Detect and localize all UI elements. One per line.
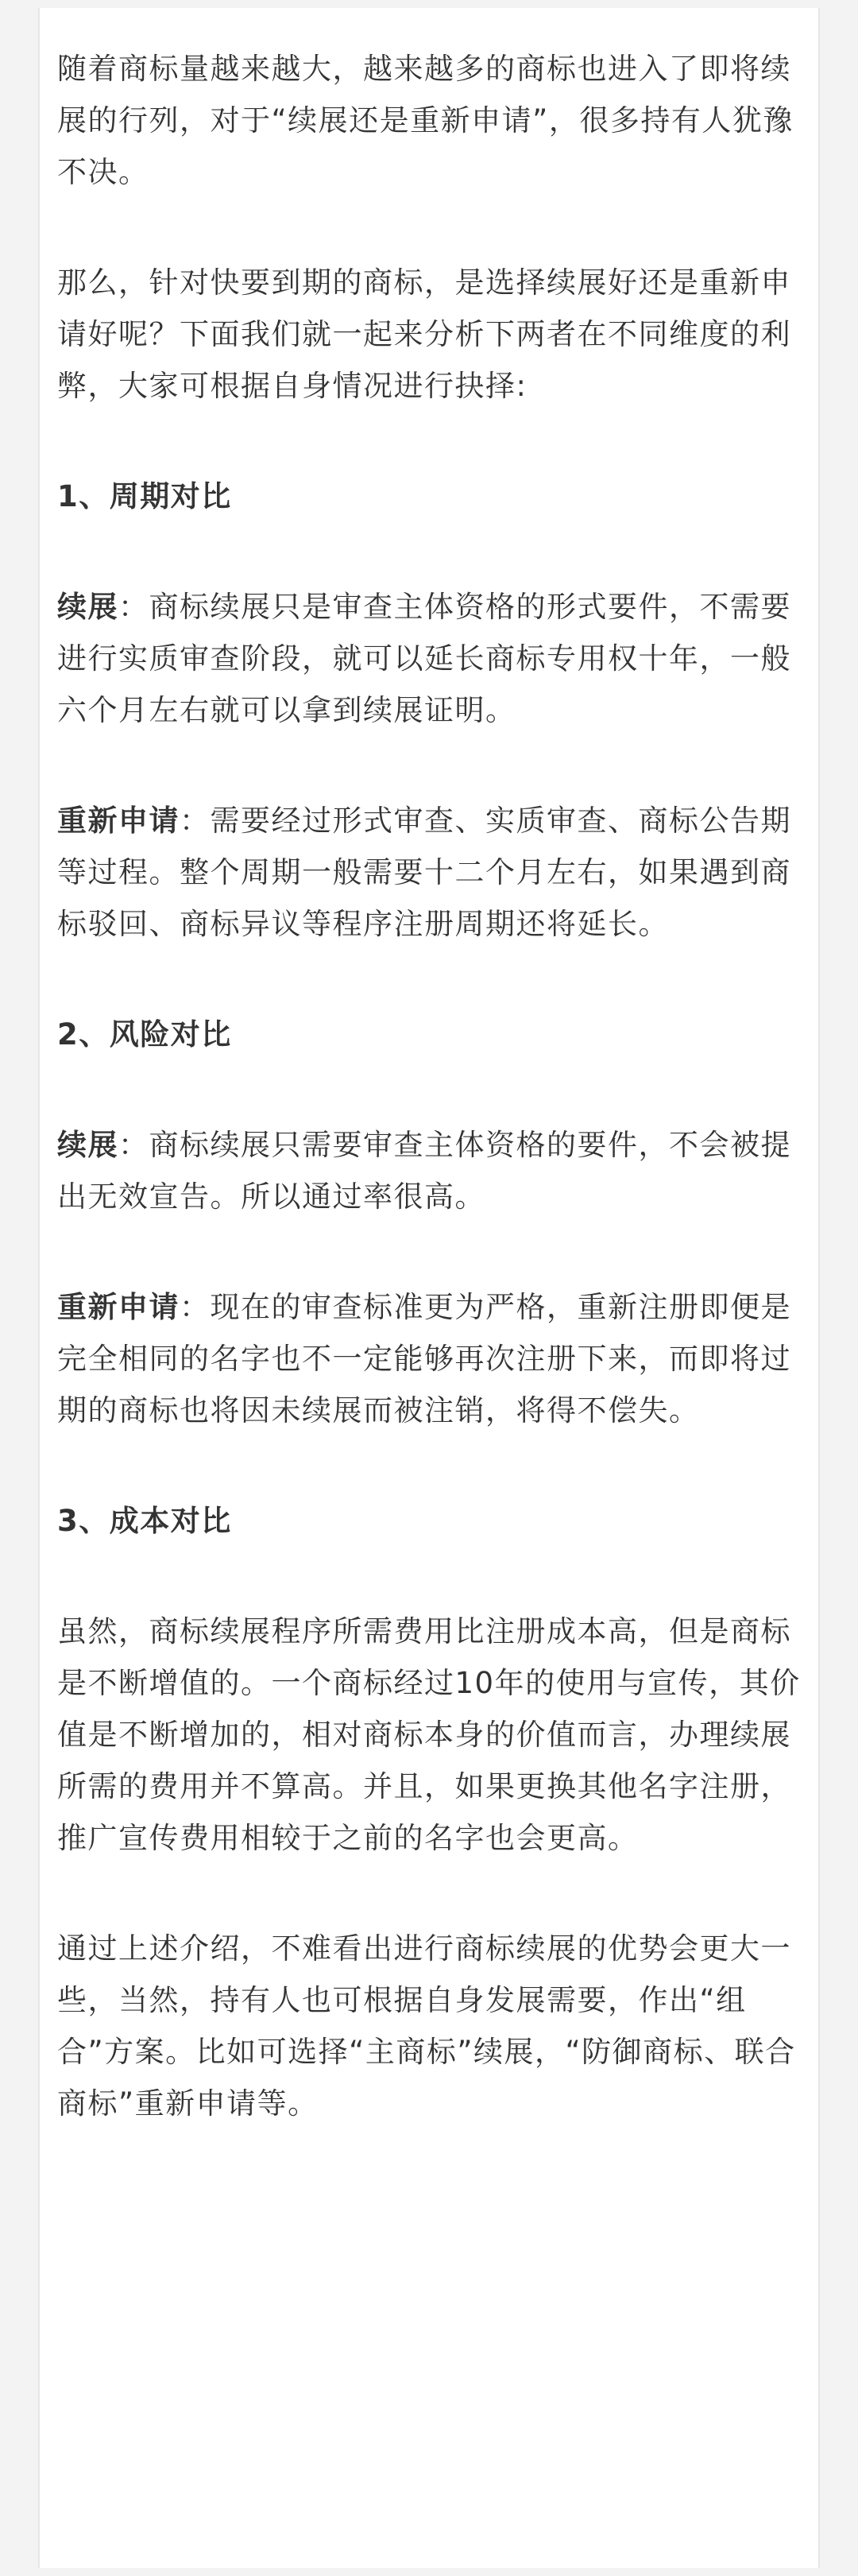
cost-paragraph: 虽然，商标续展程序所需费用比注册成本高，但是商标是不断增值的。一个商标经过10年的使用与宣传，其价值是不断增加的，相对商标本身的价值而言，办理续展所需的费用并不算高。并且，如果更换其他名字注册，推广宣传费用相较于之前的名字也会更高。 [57, 1614, 801, 1855]
renewal-text: ：商标续展只是审查主体资格的形式要件，不需要进行实质审查阶段，就可以延长商标专用权十年，一般六个月左右就可以拿到续展证明。 [57, 590, 791, 727]
section-heading-cycle: 1、周期对比 [57, 479, 232, 513]
reapply-label: 重新申请 [57, 1290, 180, 1324]
section-heading-cost: 3、成本对比 [57, 1504, 232, 1538]
section-heading-risk: 2、风险对比 [57, 1017, 232, 1052]
risk-reapply-paragraph [57, 1281, 807, 1436]
renewal-label: 续展 [57, 590, 118, 624]
question-paragraph: 那么，针对快要到期的商标，是选择续展好还是重新申请好呢？下面我们就一起来分析下两者在不同维度的利弊，大家可根据自身情况进行抉择: [57, 265, 791, 403]
conclusion-paragraph: 通过上述介绍，不难看出进行商标续展的优势会更大一些，当然，持有人也可根据自身发展需要，作出“组合”方案。比如可选择“主商标”续展，“防御商标、联合商标”重新申请等。 [57, 1931, 796, 2121]
article-body [57, 43, 807, 2188]
risk-renewal-paragraph [57, 1119, 807, 1222]
reapply-text: ：需要经过形式审查、实质审查、商标公告期等过程。整个周期一般需要十二个月左右，如果遇到商标驳回、商标异议等程序注册周期还将延长。 [57, 804, 791, 941]
cycle-renewal-paragraph [57, 581, 807, 736]
reapply-label: 重新申请 [57, 804, 180, 838]
cycle-reapply-paragraph [57, 795, 807, 950]
intro-paragraph: 随着商标量越来越大，越来越多的商标也进入了即将续展的行列，对于“续展还是重新申请”，很多持有人犹豫不决。 [57, 52, 794, 189]
reapply-text: ：现在的审查标准更为严格，重新注册即便是完全相同的名字也不一定能够再次注册下来，而即将过期的商标也将因未续展而被注销，将得不偿失。 [57, 1290, 791, 1427]
renewal-label: 续展 [57, 1128, 118, 1162]
renewal-text: ：商标续展只需要审查主体资格的要件，不会被提出无效宣告。所以通过率很高。 [57, 1128, 791, 1214]
